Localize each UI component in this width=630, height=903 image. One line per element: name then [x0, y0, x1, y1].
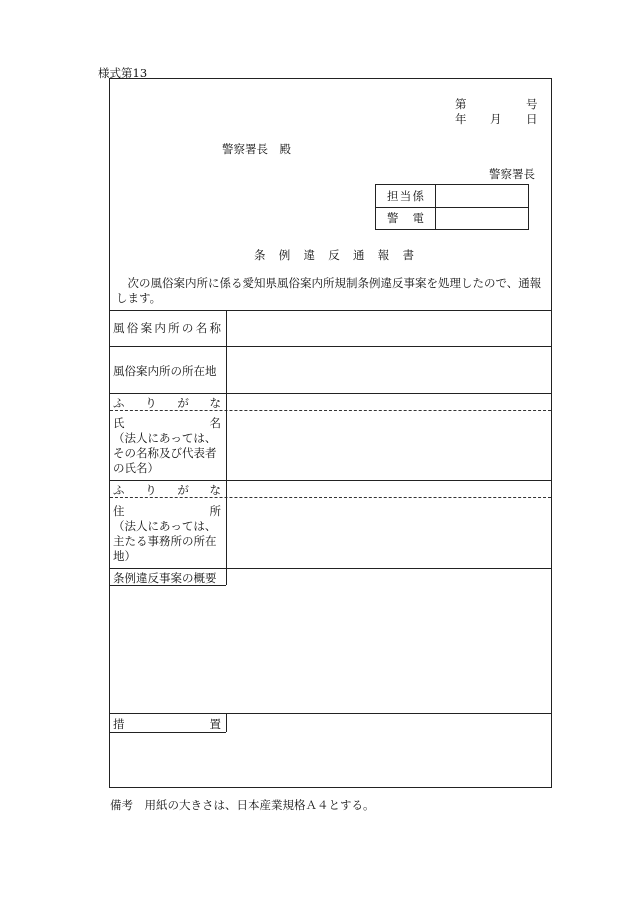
table-row-divider	[110, 346, 551, 347]
date-year-label: 年	[455, 112, 467, 126]
furigana-label: ふ り が な	[113, 396, 221, 410]
table-row-divider	[110, 480, 551, 481]
summary-label-divider	[226, 568, 227, 585]
person-name-label: 氏 名	[113, 416, 221, 430]
table-row-divider	[110, 393, 551, 394]
issue-number-suffix: 号	[526, 97, 538, 111]
guide-office-location-label: 風俗案内所の所在地	[113, 364, 217, 378]
table-column-divider	[226, 310, 227, 568]
contact-label-tanto: 担 当 係	[376, 185, 436, 207]
address-label: 住 所	[113, 504, 221, 518]
furigana-label: ふ り が な	[113, 483, 221, 497]
sender: 警察署長	[489, 167, 535, 181]
document-title: 条 例 違 反 通 報 書	[254, 248, 414, 262]
person-name-note: （法人にあっては、その名称及び代表者の氏名）	[113, 431, 217, 475]
addressee: 警察署長 殿	[222, 142, 291, 156]
contact-label-phone: 警 電	[376, 207, 436, 229]
date-month-label: 月	[490, 112, 502, 126]
intro-text: 次の風俗案内所に係る愛知県風俗案内所規制条例違反事案を処理したので、通報します。	[116, 276, 542, 305]
measures-label: 措 置	[113, 717, 221, 731]
table-row-divider	[110, 568, 551, 569]
measures-label-divider	[226, 713, 227, 732]
table-row-divider	[110, 713, 551, 714]
guide-office-name-label: 風 俗 案 内 所 の 名 称	[113, 321, 221, 335]
table-top-border	[110, 310, 551, 311]
measures-label-underline	[110, 732, 226, 733]
date-day-label: 日	[526, 112, 538, 126]
contact-row-phone	[376, 207, 528, 229]
form-number: 様式第13	[98, 66, 148, 80]
remark-note: 備考 用紙の大きさは、日本産業規格Ａ４とする。	[110, 798, 375, 812]
address-note: （法人にあっては、主たる事務所の所在地）	[113, 519, 217, 563]
contact-row-tanto	[376, 185, 528, 208]
case-summary-label: 条例違反事案の概要	[113, 571, 217, 585]
issue-number-label: 第	[455, 97, 467, 111]
contact-table	[375, 184, 529, 230]
